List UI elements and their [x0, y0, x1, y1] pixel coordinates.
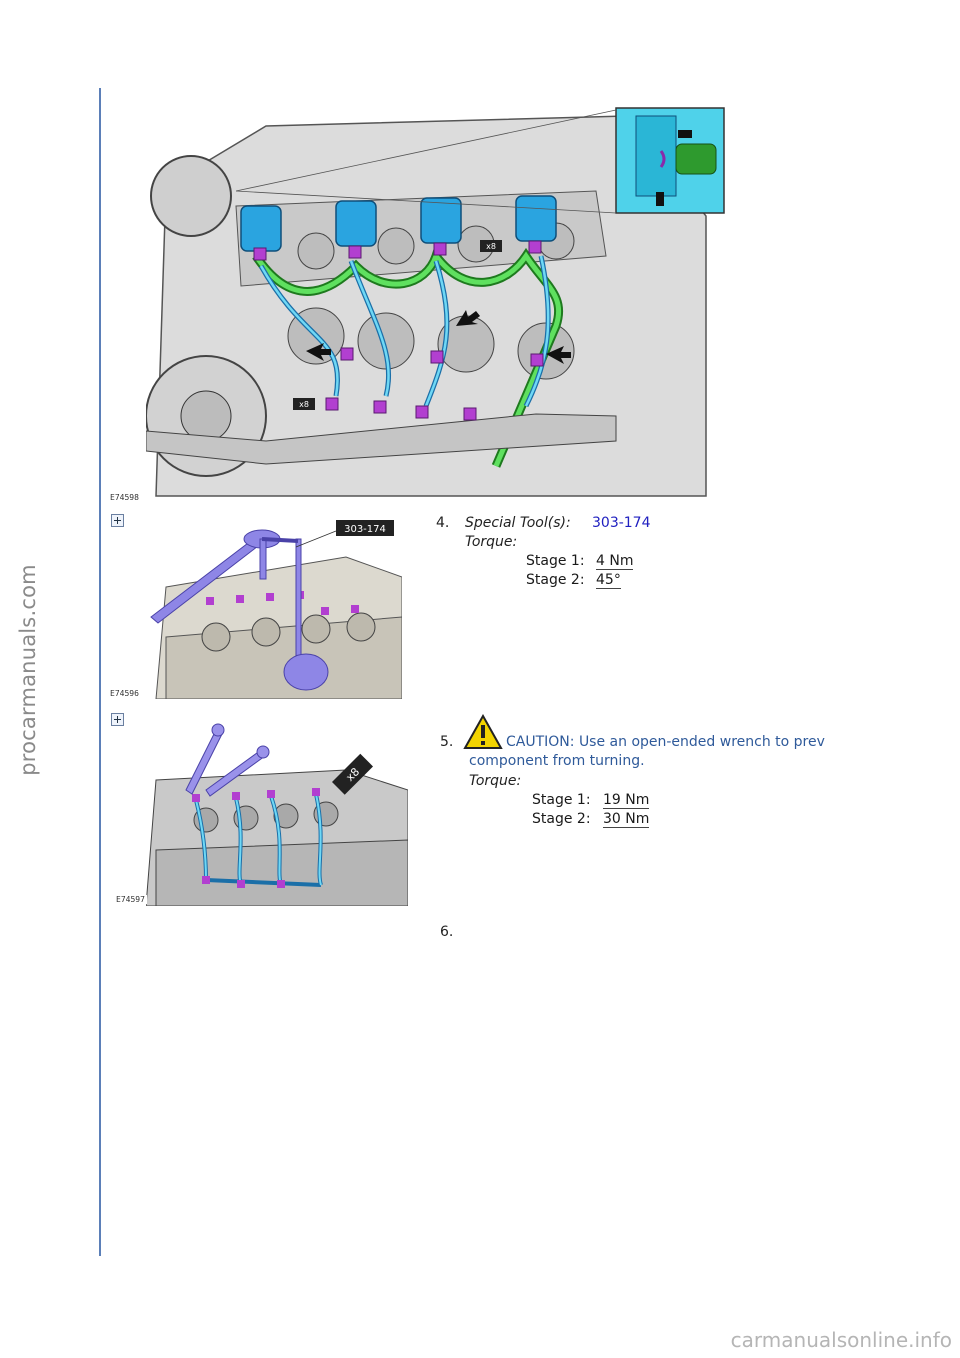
figure-label-3: E74597 [116, 895, 145, 904]
figure-special-tool [146, 517, 402, 699]
stage1-label-5: Stage 1: [532, 792, 591, 808]
engine-illustration [146, 96, 726, 504]
figure-label-1: E74598 [110, 493, 139, 502]
caution-text-line2: component from turning. [469, 753, 645, 769]
stage2-label-4: Stage 2: [526, 572, 585, 588]
margin-rule [99, 88, 101, 1256]
callout-x8-lower: x8 [299, 400, 309, 409]
zoom-icon[interactable] [111, 713, 124, 726]
footer-watermark: carmanualsonline.info [730, 1328, 952, 1352]
fuel-pipes-illustration [146, 720, 408, 906]
step-number-5: 5. [440, 734, 454, 750]
figure-engine-injectors [146, 96, 726, 504]
step-number-4: 4. [436, 515, 450, 531]
stage2-value-5: 30 Nm [603, 811, 650, 827]
figure-fuel-pipes [146, 720, 408, 906]
side-watermark: procarmanuals.com [16, 564, 40, 776]
callout-x8: x8 [343, 765, 363, 784]
figure-label-2: E74596 [110, 689, 139, 698]
warning-triangle-icon [463, 714, 503, 750]
special-tools-label: Special Tool(s): [465, 515, 571, 531]
callout-x8-upper: x8 [486, 242, 496, 251]
special-tool-illustration [146, 517, 402, 699]
caution-text-line1: CAUTION: Use an open-ended wrench to prev [506, 734, 825, 750]
step-number-6: 6. [440, 924, 454, 940]
torque-label-5: Torque: [469, 773, 522, 789]
stage1-value-4: 4 Nm [596, 553, 634, 569]
special-tool-link[interactable]: 303-174 [592, 515, 651, 531]
zoom-icon[interactable] [111, 514, 124, 527]
stage2-value-4: 45° [596, 572, 621, 588]
stage1-value-5: 19 Nm [603, 792, 650, 808]
torque-label-4: Torque: [465, 534, 518, 550]
callout-tool-number: 303-174 [344, 524, 386, 535]
stage1-label-4: Stage 1: [526, 553, 585, 569]
stage2-label-5: Stage 2: [532, 811, 591, 827]
